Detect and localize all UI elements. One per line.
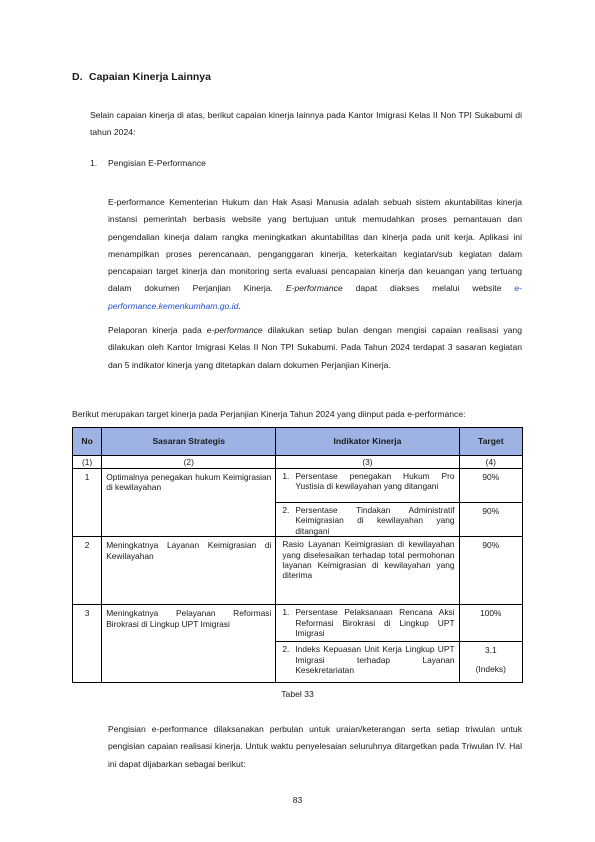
target-kinerja-table xyxy=(72,427,523,683)
eperformance-access-text: dapat diakses melalui website xyxy=(342,283,515,294)
indikator-cell xyxy=(276,642,459,683)
indikator-text: Persentase Pelaksanaan Rencana Aksi Reformasi Birokrasi di Lingkup UPT Imigrasi xyxy=(295,607,455,639)
list-item-number: 1. xyxy=(90,158,98,168)
indikator-text: Persentase Tindakan Administratif Keimigrasian di kewilayahan yang ditangani xyxy=(295,505,455,536)
index-cell: (1) xyxy=(73,456,102,469)
target-value: 90% xyxy=(482,472,500,482)
indikator-cell xyxy=(276,503,459,537)
table-row xyxy=(73,469,523,503)
section-letter: D. xyxy=(72,71,83,83)
target-cell xyxy=(459,503,522,537)
sasaran-cell xyxy=(102,537,276,605)
target-value: 90% xyxy=(482,506,500,516)
table-header-row xyxy=(73,428,523,456)
target-cell xyxy=(459,537,522,605)
row-number: 3 xyxy=(84,608,90,619)
indikator-number: 2. xyxy=(282,505,290,515)
eperformance-paragraph xyxy=(108,194,522,315)
table-intro: Berikut merupakan target kinerja pada Perjanjian Kinerja Tahun 2024 yang diinput pada e-performance: xyxy=(72,409,466,419)
header-target: Target xyxy=(459,428,522,456)
table-caption: Tabel 33 xyxy=(281,689,314,699)
indikator-cell xyxy=(276,537,459,605)
indikator-cell xyxy=(276,605,459,642)
table-row xyxy=(73,605,523,642)
target-value: 90% xyxy=(482,540,500,551)
index-cell: (4) xyxy=(459,456,522,469)
row-number: 1 xyxy=(84,472,90,482)
table-index-row xyxy=(73,456,523,469)
indikator-text: Indeks Kepuasan Unit Kerja Lingkup UPT Imigrasi terhadap Layanan Kesekretariatan xyxy=(295,644,455,676)
eperformance-end: . xyxy=(238,300,241,311)
indikator-number: 1. xyxy=(282,471,290,481)
target-value: 100% xyxy=(480,608,502,619)
sasaran-cell xyxy=(102,605,276,683)
list-item-label: Pengisian E-Performance xyxy=(108,158,206,168)
sasaran-text: Meningkatnya Layanan Keimigrasian di Kewilayahan xyxy=(106,540,272,561)
target-cell xyxy=(459,469,522,503)
indikator-number: 1. xyxy=(282,607,290,618)
row-number: 2 xyxy=(84,540,90,551)
row-number-cell xyxy=(73,469,102,537)
header-no: No xyxy=(73,428,102,456)
target-value: 3.1 xyxy=(484,645,497,656)
list-item-eperformance xyxy=(90,158,206,168)
pelaporan-part2: dilakukan setiap bulan dengan mengisi capaian realisasi yang dilakukan oleh Kantor Imigrasi Kelas II Non TPI Sukabumi. Pada Tahun 2024 terdapat 3 sasaran kegiatan dan 5 indikator kinerja yang ditetapkan dalam dokumen Perjanjian Kinerja. xyxy=(108,325,522,370)
pelaporan-term: e-performance xyxy=(206,325,263,335)
sasaran-text: Optimalnya penegakan hukum Keimigrasian di kewilayahan xyxy=(106,472,272,493)
indikator-cell xyxy=(276,469,459,503)
pelaporan-part1: Pelaporan kinerja pada xyxy=(108,325,207,335)
table-row xyxy=(73,537,523,605)
target-cell xyxy=(459,642,522,683)
eperformance-website-link[interactable]: e-performance.kemenkumham.go.id xyxy=(108,283,522,311)
sasaran-text: Meningkatnya Pelayanan Reformasi Birokrasi di Lingkup UPT Imigrasi xyxy=(106,608,272,629)
row-number-cell xyxy=(73,537,102,605)
indikator-number: 2. xyxy=(282,644,290,655)
closing-paragraph: Pengisian e-performance dilaksanakan perbulan untuk uraian/keterangan serta setiap triwulan untuk pengisian capaian realisasi kinerja. Untuk waktu penyelesaian seluruhnya ditargetkan pada Triwulan IV. Hal ini dapat dijabarkan sebagai berikut: xyxy=(108,724,522,769)
indikator-text: Persentase penegakan Hukum Pro Yustisia di kewilayahan yang ditangani xyxy=(295,471,455,492)
page-number: 83 xyxy=(292,795,303,805)
indikator-text: Rasio Layanan Keimigrasian di kewilayahan yang diselesaikan terhadap total permohonan layanan Keimigrasian di kewilayahan yang diterima xyxy=(282,539,455,581)
index-cell: (2) xyxy=(102,456,276,469)
header-indikator: Indikator Kinerja xyxy=(276,428,459,456)
eperformance-term: E-performance xyxy=(285,283,343,294)
intro-paragraph: Selain capaian kinerja di atas, berikut capaian kinerja lainnya pada Kantor Imigrasi Kelas II Non TPI Sukabumi di tahun 2024: xyxy=(90,110,522,138)
sasaran-cell xyxy=(102,469,276,537)
row-number-cell xyxy=(73,605,102,683)
target-unit: (Indeks) xyxy=(475,663,506,674)
section-title: Capaian Kinerja Lainnya xyxy=(89,71,211,83)
index-cell: (3) xyxy=(276,456,459,469)
eperformance-body: E-performance Kementerian Hukum dan Hak Asasi Manusia adalah sebuah sistem akuntabilitas kinerja instansi pemerintah berbasis website yang bertujuan untuk memudahkan proses pemantauan dan pengendalian kinerja dalam rangka meningkatkan akuntabilitas dan kinerja pada unit kerja. Aplikasi ini menampilkan proses perencanaan, penganggaran kinerja, keterkaitan kegiatan/sub kegiatan dalam pencapaian target kinerja dan monitoring serta evaluasi pencapaian kinerja dan keuangan yang tertuang dalam dokumen Perjanjian Kinerja. xyxy=(108,197,522,294)
pelaporan-paragraph xyxy=(108,322,522,374)
header-sasaran: Sasaran Strategis xyxy=(102,428,276,456)
target-cell xyxy=(459,605,522,642)
section-heading xyxy=(72,71,211,83)
